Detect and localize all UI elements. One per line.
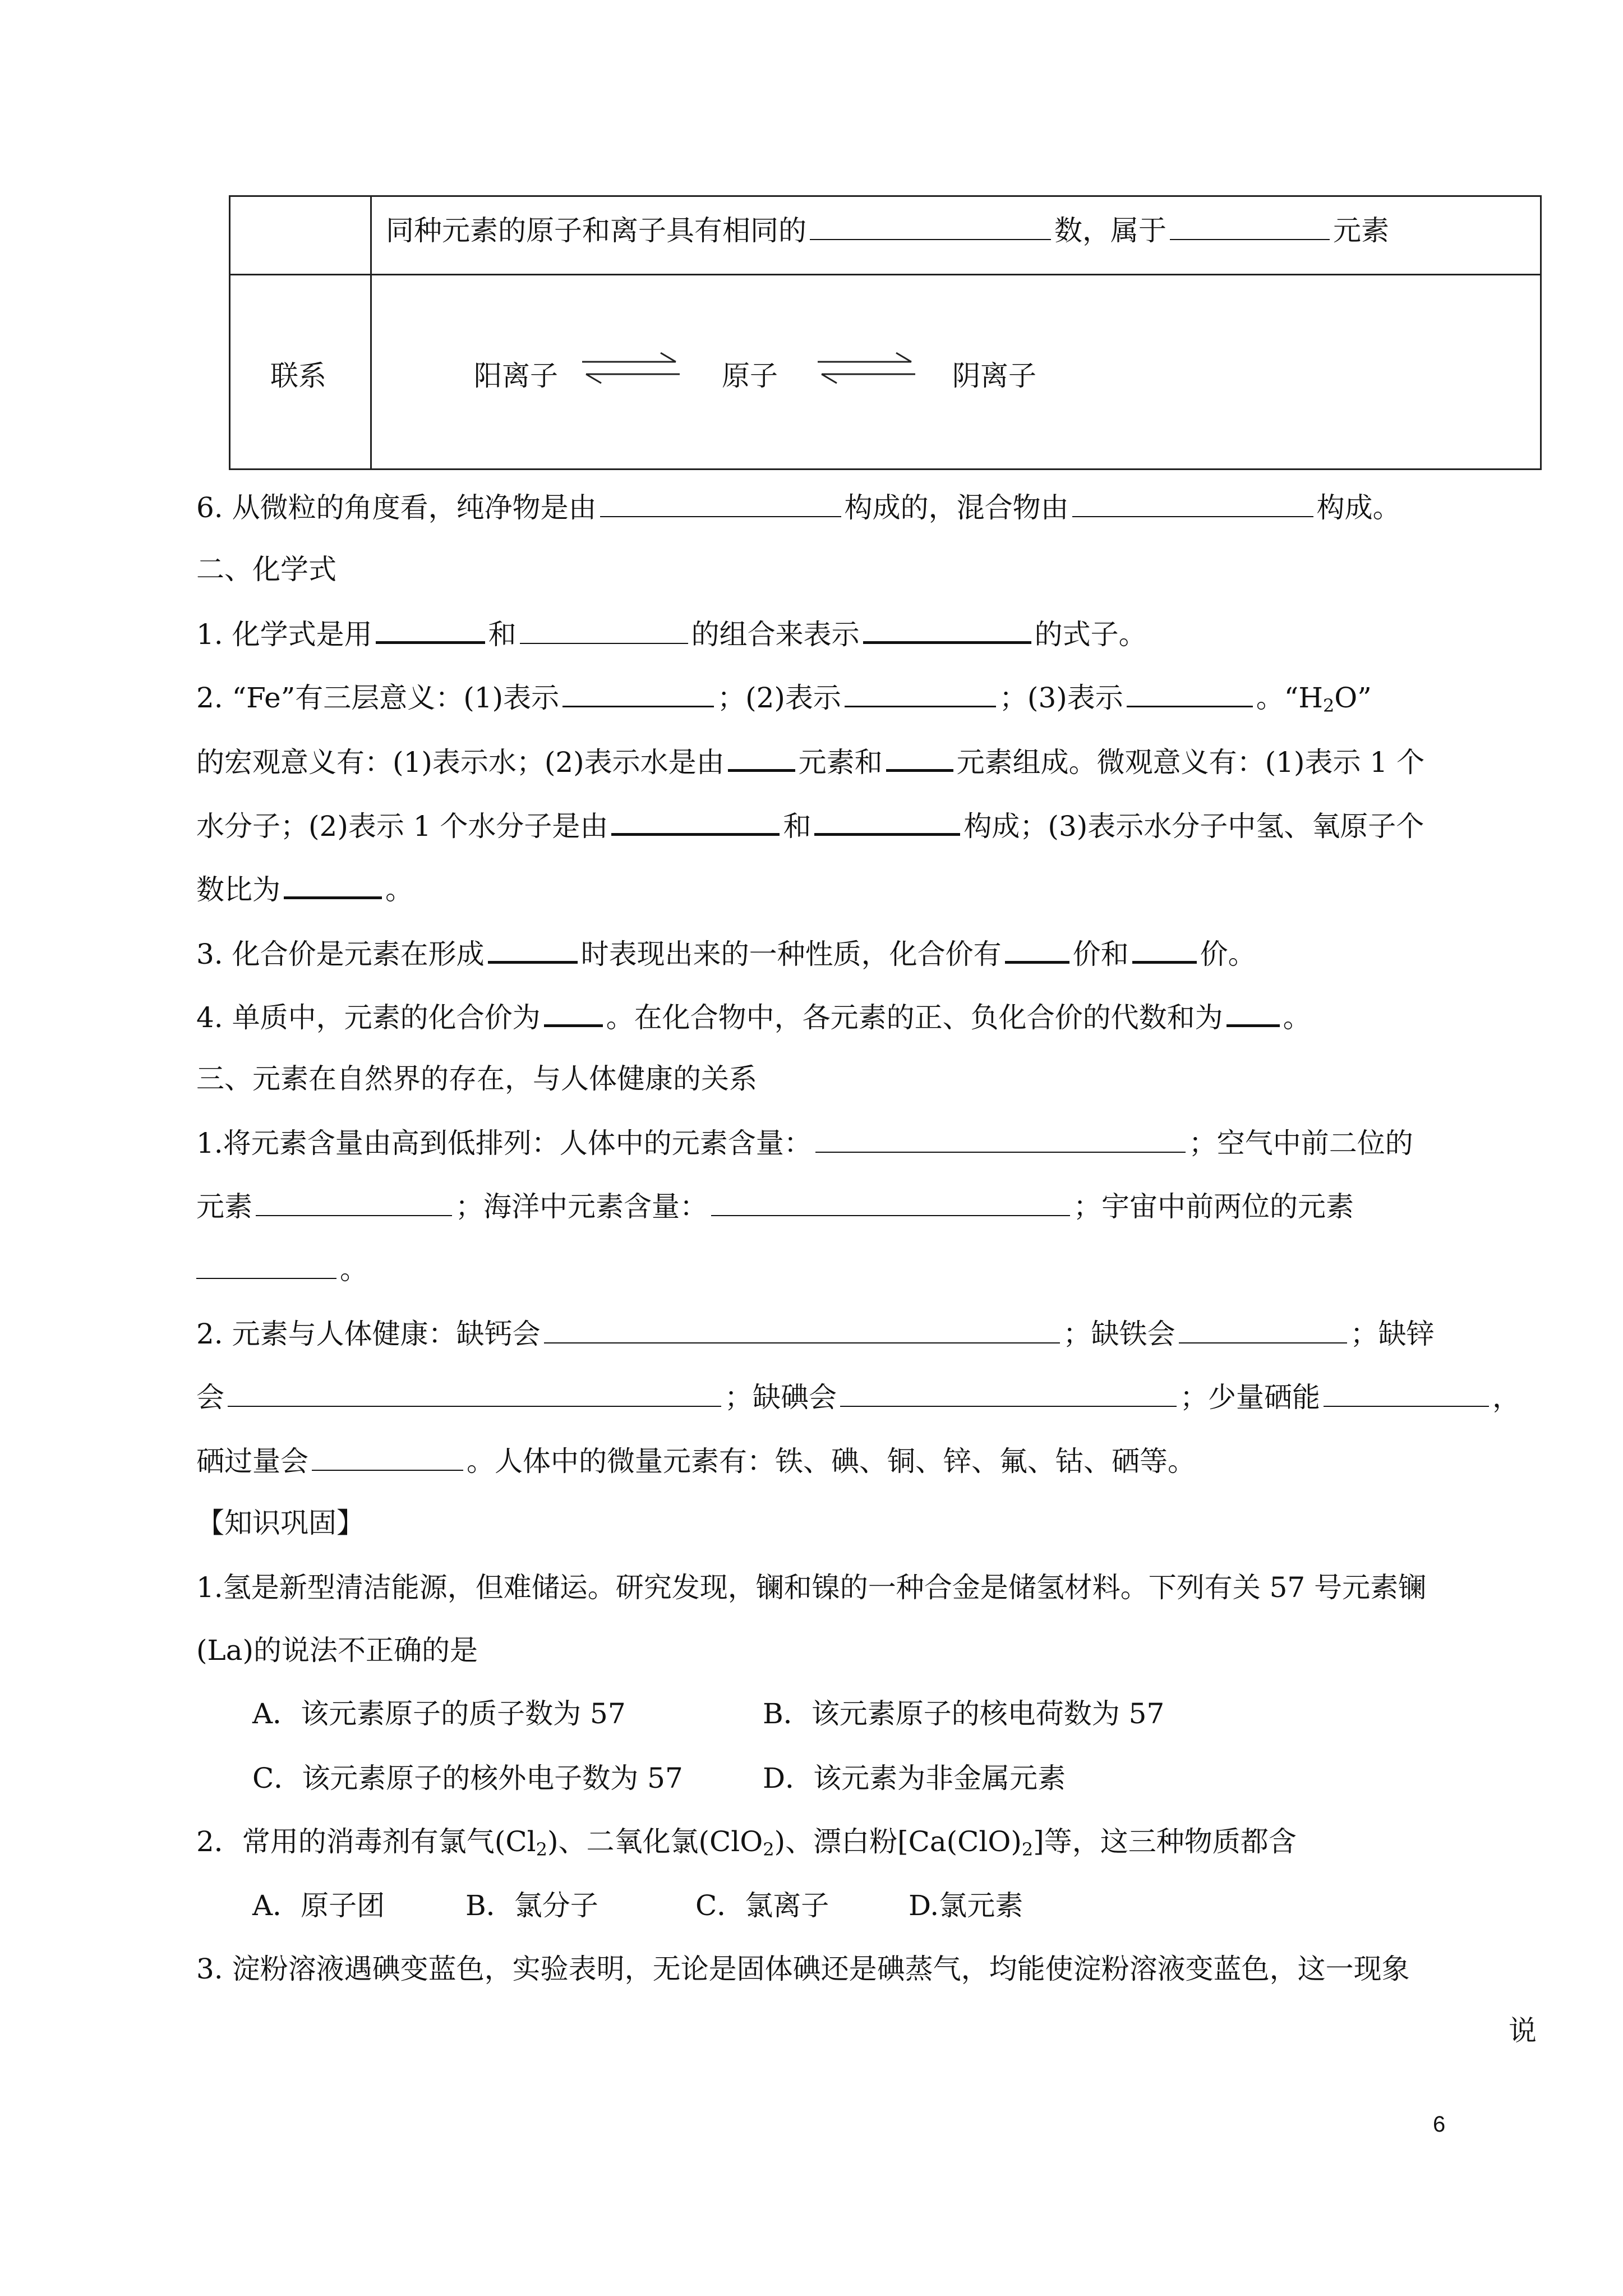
atom-label: 原子 bbox=[722, 360, 778, 392]
blank[interactable] bbox=[1227, 997, 1280, 1027]
table-row1-text-a: 同种元素的原子和离子具有相同的 bbox=[386, 214, 806, 247]
blank[interactable] bbox=[1005, 934, 1069, 964]
s3q2-text: ；缺碘会 bbox=[725, 1381, 837, 1414]
s3q2-text: 。人体中的微量元素有：铁、碘、铜、锌、氟、钴、硒等。 bbox=[467, 1445, 1196, 1478]
k1-stem-line-1: 1.氢是新型清洁能源，但难储运。研究发现，镧和镍的一种合金是储氢材料。下列有关 57 号元素镧 bbox=[196, 1571, 1427, 1604]
s3q1-text: 元素 bbox=[196, 1190, 252, 1223]
s3q1-text: 。 bbox=[340, 1253, 368, 1286]
blank[interactable] bbox=[1127, 679, 1253, 707]
s2q4-text: 4. 单质中，元素的化合价为 bbox=[196, 1001, 541, 1034]
q6-text-b: 构成的，混合物由 bbox=[844, 491, 1069, 524]
s2q2-text: ；(3)表示 bbox=[999, 682, 1123, 714]
s3q1-text: ；空气中前二位的 bbox=[1188, 1127, 1413, 1159]
s2q4-text: 。在化合物中，各元素的正、负化合价的代数和为 bbox=[606, 1001, 1223, 1034]
k2-text: 2．常用的消毒剂有氯气(Cl bbox=[196, 1825, 536, 1858]
blank[interactable] bbox=[711, 1188, 1070, 1216]
k2-text: )、二氧化氯(ClO bbox=[547, 1825, 763, 1858]
s2q2-text: 2. “Fe”有三层意义：(1)表示 bbox=[196, 682, 560, 714]
s3-question-2-line-2 bbox=[196, 1379, 1520, 1414]
s2q2-text: O” bbox=[1334, 682, 1372, 714]
s3q2-text: 会 bbox=[196, 1381, 224, 1414]
blank[interactable] bbox=[1072, 489, 1313, 517]
s2q2-text: ；(2)表示 bbox=[717, 682, 841, 714]
equilibrium-arrow-icon bbox=[813, 345, 920, 390]
k2-option-a[interactable]: A．原子团 bbox=[252, 1889, 385, 1922]
k2-text: ]等，这三种物质都含 bbox=[1033, 1825, 1297, 1858]
page-number: 6 bbox=[1433, 2112, 1446, 2137]
s2q2-text: 数比为 bbox=[196, 873, 280, 906]
s2q3-text: 3. 化合价是元素在形成 bbox=[196, 938, 485, 970]
k1-stem-line-2: (La)的说法不正确的是 bbox=[196, 1634, 478, 1667]
table-divider-horizontal bbox=[229, 274, 1542, 275]
s3-question-2-line-3 bbox=[196, 1443, 1196, 1478]
s2q1-text-b: 和 bbox=[488, 618, 517, 651]
s2q3-text: 价。 bbox=[1200, 938, 1256, 970]
blank[interactable] bbox=[728, 742, 795, 772]
subscript: 2 bbox=[1021, 1839, 1034, 1860]
s3q2-text: 硒过量会 bbox=[196, 1445, 308, 1478]
subscript: 2 bbox=[536, 1839, 547, 1860]
s3q2-text: ；缺锌 bbox=[1350, 1318, 1435, 1350]
q6-text-a: 6. 从微粒的角度看，纯净物是由 bbox=[196, 491, 597, 524]
s2q2-text: 元素组成。微观意义有：(1)表示 1 个 bbox=[956, 746, 1425, 779]
s3q2-text: ， bbox=[1492, 1381, 1520, 1414]
blank[interactable] bbox=[886, 742, 953, 772]
subscript: 2 bbox=[1322, 695, 1335, 716]
s3q2-text: ；少量硒能 bbox=[1180, 1381, 1320, 1414]
equilibrium-arrow-icon bbox=[578, 345, 684, 390]
section-2-title: 二、化学式 bbox=[196, 553, 336, 586]
blank[interactable] bbox=[376, 614, 485, 644]
blank[interactable] bbox=[196, 1251, 336, 1279]
k3-stem-line-1: 3. 淀粉溶液遇碘变蓝色，实验表明，无论是固体碘还是碘蒸气，均能使淀粉溶液变蓝色，这一现象 bbox=[196, 1953, 1410, 1985]
section-3-title: 三、元素在自然界的存在，与人体健康的关系 bbox=[196, 1062, 757, 1095]
s3q1-text: ；宇宙中前两位的元素 bbox=[1073, 1190, 1354, 1223]
s3q1-text: 1.将元素含量由高到低排列：人体中的元素含量： bbox=[196, 1127, 812, 1159]
blank[interactable] bbox=[312, 1443, 463, 1471]
s2q2-text: 。“H bbox=[1256, 682, 1323, 714]
blank[interactable] bbox=[611, 806, 780, 836]
s2q2-text: 和 bbox=[783, 810, 811, 843]
s3q2-text: 2. 元素与人体健康：缺钙会 bbox=[196, 1318, 541, 1350]
k1-option-d[interactable]: D．该元素为非金属元素 bbox=[763, 1762, 1066, 1795]
s2q3-text: 价和 bbox=[1072, 938, 1129, 970]
question-6 bbox=[196, 489, 1401, 524]
k2-option-c[interactable]: C．氯离子 bbox=[695, 1889, 829, 1922]
blank[interactable] bbox=[845, 679, 996, 707]
s3q1-text: ；海洋中元素含量： bbox=[455, 1190, 708, 1223]
blank[interactable] bbox=[863, 614, 1031, 644]
blank[interactable] bbox=[520, 616, 688, 644]
blank[interactable] bbox=[1132, 934, 1197, 964]
blank[interactable] bbox=[815, 1125, 1186, 1153]
blank[interactable] bbox=[814, 806, 960, 836]
k2-option-d[interactable]: D.氯元素 bbox=[909, 1889, 1023, 1922]
blank[interactable] bbox=[600, 489, 841, 517]
table-row2-label: 联系 bbox=[270, 360, 326, 392]
blank[interactable] bbox=[1179, 1315, 1347, 1343]
s2q2-text: 。 bbox=[385, 873, 413, 906]
s2q3-text: 时表现出来的一种性质，化合价有 bbox=[580, 938, 1002, 970]
s2q2-text: 元素和 bbox=[798, 746, 883, 779]
table-row1-content bbox=[386, 212, 1389, 247]
consolidation-title: 【知识巩固】 bbox=[196, 1507, 365, 1539]
cation-label: 阳离子 bbox=[474, 360, 558, 392]
s2-question-2-line-3 bbox=[196, 806, 1424, 843]
blank[interactable] bbox=[1170, 212, 1330, 240]
s3-question-1-line-1 bbox=[196, 1125, 1413, 1160]
blank[interactable] bbox=[840, 1379, 1177, 1407]
k1-option-b[interactable]: B．该元素原子的核电荷数为 57 bbox=[763, 1697, 1165, 1730]
s2-question-2-line-1 bbox=[196, 679, 1372, 723]
table-row1-text-b: 数，属于 bbox=[1054, 214, 1166, 247]
subscript: 2 bbox=[763, 1839, 774, 1860]
s2q1-text-d: 的式子。 bbox=[1034, 618, 1147, 651]
blank[interactable] bbox=[488, 934, 578, 964]
k3-stem-line-2: 说 bbox=[1509, 2014, 1537, 2047]
s3-question-2-line-1 bbox=[196, 1315, 1435, 1351]
s2q2-text: 构成；(3)表示水分子中氢、氧原子个 bbox=[963, 810, 1424, 843]
s3q2-text: ；缺铁会 bbox=[1063, 1318, 1175, 1350]
s2-question-3 bbox=[196, 934, 1256, 971]
s2-question-4 bbox=[196, 997, 1311, 1034]
k1-option-a[interactable]: A．该元素原子的质子数为 57 bbox=[252, 1697, 626, 1730]
k2-stem bbox=[196, 1825, 1297, 1866]
table-divider-vertical bbox=[370, 195, 372, 470]
blank[interactable] bbox=[1324, 1379, 1489, 1407]
q6-text-c: 构成。 bbox=[1316, 491, 1401, 524]
blank[interactable] bbox=[228, 1379, 721, 1407]
s2q1-text-a: 1. 化学式是用 bbox=[196, 618, 372, 651]
s2q1-text-c: 的组合来表示 bbox=[691, 618, 860, 651]
s2-question-2-line-2 bbox=[196, 742, 1424, 779]
blank[interactable] bbox=[810, 212, 1051, 240]
s2q2-text: 水分子；(2)表示 1 个水分子是由 bbox=[196, 810, 608, 843]
s2-question-2-line-4 bbox=[196, 869, 413, 907]
s2q2-text: 的宏观意义有：(1)表示水；(2)表示水是由 bbox=[196, 746, 725, 779]
k1-option-c[interactable]: C．该元素原子的核外电子数为 57 bbox=[252, 1762, 683, 1795]
blank[interactable] bbox=[284, 869, 382, 899]
anion-label: 阴离子 bbox=[952, 360, 1036, 392]
table-row1-text-c: 元素 bbox=[1333, 214, 1389, 247]
blank[interactable] bbox=[544, 1315, 1060, 1343]
s3-question-1-line-3 bbox=[196, 1251, 368, 1286]
blank[interactable] bbox=[562, 679, 714, 707]
blank[interactable] bbox=[256, 1188, 452, 1216]
k2-text: )、漂白粉[Ca(ClO) bbox=[774, 1825, 1022, 1858]
blank[interactable] bbox=[544, 997, 603, 1027]
s2-question-1 bbox=[196, 614, 1147, 651]
s2q4-text: 。 bbox=[1283, 1001, 1311, 1034]
k2-option-b[interactable]: B．氯分子 bbox=[465, 1889, 598, 1922]
s3-question-1-line-2 bbox=[196, 1188, 1354, 1223]
